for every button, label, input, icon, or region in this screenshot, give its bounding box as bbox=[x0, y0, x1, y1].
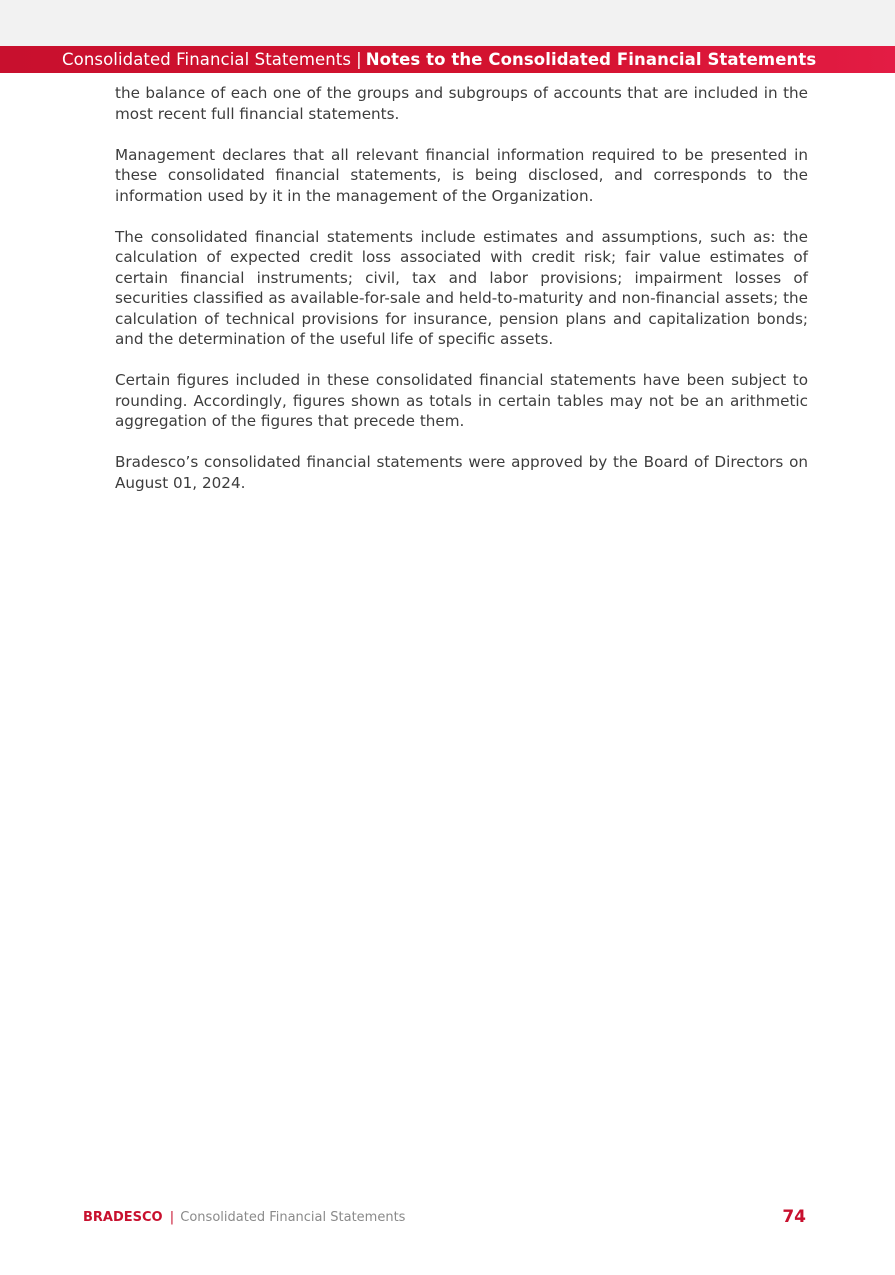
footer-document-title: Consolidated Financial Statements bbox=[180, 1210, 406, 1225]
paragraph: Management declares that all relevant financial information required to be presented in these consolidated financial statements, is being disclosed, and corresponds to the information used by it in the management of the Organization. bbox=[115, 145, 808, 205]
paragraph: the balance of each one of the groups and subgroups of accounts that are included in the most recent full financial statements. bbox=[115, 84, 808, 123]
header-bar bbox=[0, 46, 895, 73]
header-separator: | bbox=[356, 50, 362, 69]
footer-separator: | bbox=[169, 1210, 175, 1225]
paragraph: The consolidated financial statements include estimates and assumptions, such as: the calculation of expected credit loss associated with credit risk; fair value estimates of certain financial instruments; civil, tax and labor provisions; impairment losses of securities classified as available-for-sale and held-to-maturity and non-financial assets; the calculation of technical provisions for insurance, pension plans and capitalization bonds; and the determination of the useful life of specific assets. bbox=[115, 227, 808, 348]
footer bbox=[83, 1210, 405, 1225]
header-subsection-title: Notes to the Consolidated Financial Statements bbox=[365, 50, 817, 69]
page-number: 74 bbox=[782, 1207, 806, 1227]
footer-brand: BRADESCO bbox=[83, 1210, 163, 1225]
body-content bbox=[115, 83, 808, 514]
top-band bbox=[0, 0, 895, 46]
header-section-title: Consolidated Financial Statements bbox=[62, 50, 352, 69]
paragraph: Bradesco’s consolidated financial statements were approved by the Board of Directors on August 01, 2024. bbox=[115, 453, 808, 492]
paragraph: Certain figures included in these consolidated financial statements have been subject to rounding. Accordingly, figures shown as totals in certain tables may not be an arithmetic aggregation of the figures that precede them. bbox=[115, 371, 808, 430]
